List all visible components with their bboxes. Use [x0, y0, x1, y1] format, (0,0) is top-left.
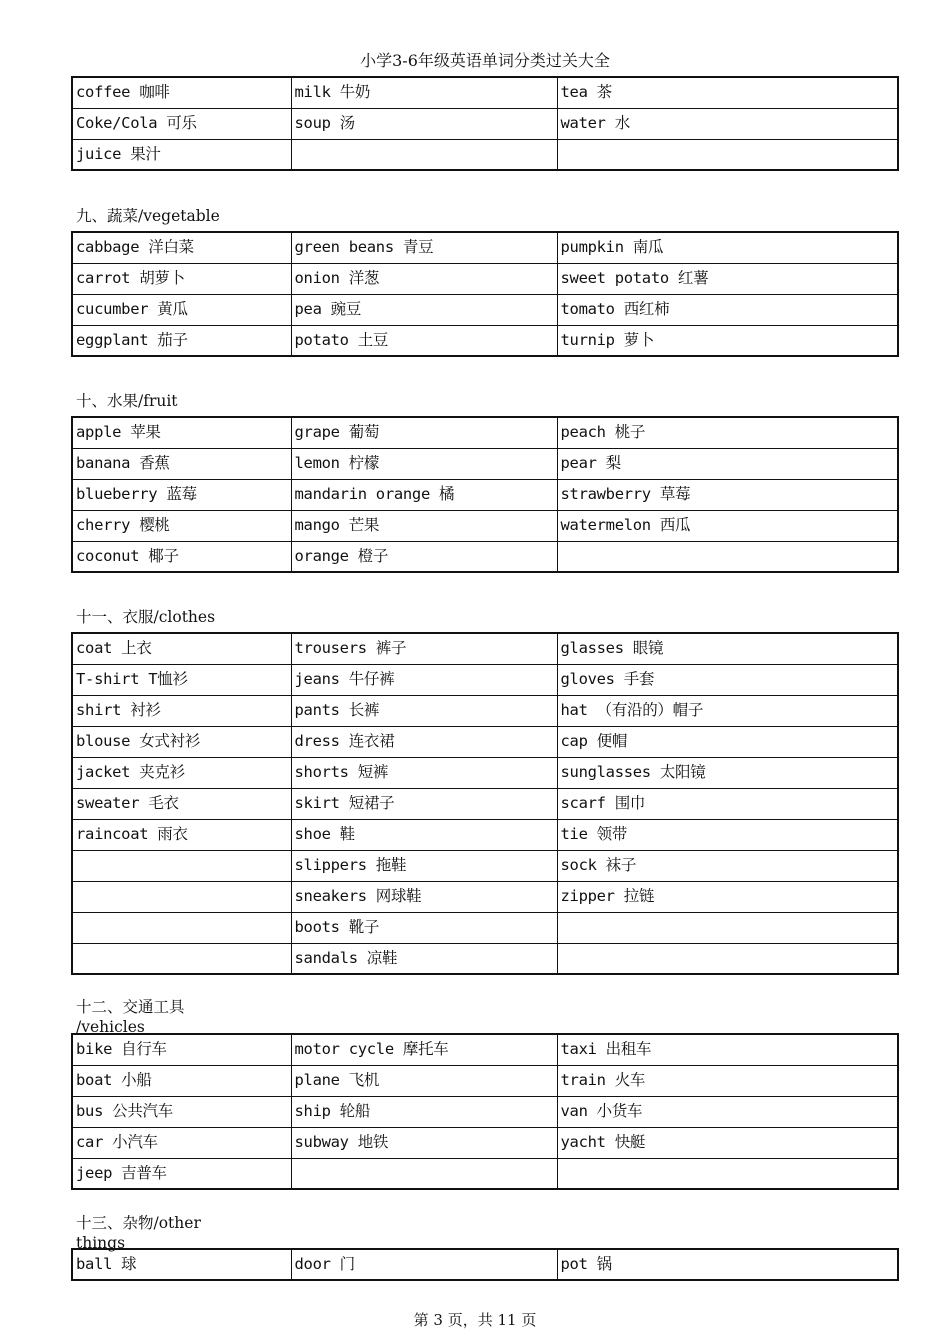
- table-row: [72, 448, 898, 479]
- vocab-cell: carrot 胡萝卜: [72, 263, 291, 294]
- vocab-cell: pot 锅: [557, 1249, 898, 1280]
- section-heading-text: 十三、杂物/other: [76, 1214, 201, 1232]
- table-row: [72, 633, 898, 664]
- section-heading-overflow: things: [76, 1234, 126, 1252]
- section-heading-vehicles: [76, 996, 185, 1036]
- vocab-cell: pumpkin 南瓜: [557, 232, 898, 263]
- vocab-cell: gloves 手套: [557, 664, 898, 695]
- section-heading-text: 十一、衣服/clothes: [76, 608, 216, 626]
- vocab-cell: banana 香蕉: [72, 448, 291, 479]
- table-row: [72, 912, 898, 943]
- vocab-cell: hat （有沿的）帽子: [557, 695, 898, 726]
- table-row: [72, 325, 898, 356]
- page-footer: 第 3 页，共 11 页: [413, 1311, 537, 1329]
- table-row: [72, 1127, 898, 1158]
- vocab-cell: jacket 夹克衫: [72, 757, 291, 788]
- vocab-cell: T-shirt T恤衫: [72, 664, 291, 695]
- vocab-cell: soup 汤: [291, 108, 557, 139]
- vocab-cell: cabbage 洋白菜: [72, 232, 291, 263]
- table-row: [72, 108, 898, 139]
- table-row: [72, 1158, 898, 1189]
- vocab-cell: bus 公共汽车: [72, 1096, 291, 1127]
- vocab-cell: mango 芒果: [291, 510, 557, 541]
- section-heading-text: 十二、交通工具: [76, 998, 185, 1016]
- vocab-cell: [557, 943, 898, 974]
- vocab-cell: raincoat 雨衣: [72, 819, 291, 850]
- vocab-cell: cherry 樱桃: [72, 510, 291, 541]
- table-row: [72, 943, 898, 974]
- table-row: [72, 479, 898, 510]
- vocab-cell: [291, 1158, 557, 1189]
- vocab-cell: [557, 912, 898, 943]
- vocab-cell: taxi 出租车: [557, 1034, 898, 1065]
- vocab-cell: [72, 881, 291, 912]
- vocab-cell: van 小货车: [557, 1096, 898, 1127]
- vocab-cell: pea 豌豆: [291, 294, 557, 325]
- table-row: [72, 726, 898, 757]
- vocab-cell: ship 轮船: [291, 1096, 557, 1127]
- vocab-cell: sunglasses 太阳镜: [557, 757, 898, 788]
- vocab-cell: peach 桃子: [557, 417, 898, 448]
- section-heading-clothes: [76, 606, 215, 628]
- vocab-cell: sandals 凉鞋: [291, 943, 557, 974]
- vocab-cell: tea 茶: [557, 77, 898, 108]
- vocab-cell: apple 苹果: [72, 417, 291, 448]
- vocab-cell: tomato 西红柿: [557, 294, 898, 325]
- vocab-cell: blueberry 蓝莓: [72, 479, 291, 510]
- page-title: 小学3-6年级英语单词分类过关大全: [360, 51, 610, 70]
- vocab-cell: sock 袜子: [557, 850, 898, 881]
- table-row: [72, 1096, 898, 1127]
- vocab-cell: car 小汽车: [72, 1127, 291, 1158]
- vocab-cell: juice 果汁: [72, 139, 291, 170]
- table-row: [72, 77, 898, 108]
- table-row: [72, 139, 898, 170]
- vocab-cell: yacht 快艇: [557, 1127, 898, 1158]
- vocab-cell: shirt 衬衫: [72, 695, 291, 726]
- vocab-cell: boat 小船: [72, 1065, 291, 1096]
- vocab-table-vehicles: [71, 1033, 899, 1190]
- section-heading-text: 十、水果/fruit: [76, 392, 178, 410]
- table-row: [72, 263, 898, 294]
- vocab-cell: pear 梨: [557, 448, 898, 479]
- vocab-cell: boots 靴子: [291, 912, 557, 943]
- vocab-cell: orange 橙子: [291, 541, 557, 572]
- vocab-cell: blouse 女式衬衫: [72, 726, 291, 757]
- vocab-cell: plane 飞机: [291, 1065, 557, 1096]
- vocab-cell: jeep 吉普车: [72, 1158, 291, 1189]
- vocab-cell: slippers 拖鞋: [291, 850, 557, 881]
- vocab-cell: [557, 1158, 898, 1189]
- vocab-cell: [557, 541, 898, 572]
- section-heading-fruit: [76, 390, 178, 412]
- vocab-cell: mandarin orange 橘: [291, 479, 557, 510]
- vocab-cell: dress 连衣裙: [291, 726, 557, 757]
- vocab-cell: coffee 咖啡: [72, 77, 291, 108]
- vocab-cell: lemon 柠檬: [291, 448, 557, 479]
- vocab-cell: milk 牛奶: [291, 77, 557, 108]
- vocab-cell: coat 上衣: [72, 633, 291, 664]
- vocab-cell: cucumber 黄瓜: [72, 294, 291, 325]
- vocab-cell: glasses 眼镜: [557, 633, 898, 664]
- table-row: [72, 788, 898, 819]
- vocab-cell: eggplant 茄子: [72, 325, 291, 356]
- section-heading-vegetable: [76, 205, 220, 227]
- vocab-cell: door 门: [291, 1249, 557, 1280]
- vocab-cell: trousers 裤子: [291, 633, 557, 664]
- table-row: [72, 664, 898, 695]
- vocab-cell: ball 球: [72, 1249, 291, 1280]
- table-row: [72, 819, 898, 850]
- vocab-cell: shoe 鞋: [291, 819, 557, 850]
- vocab-cell: skirt 短裙子: [291, 788, 557, 819]
- vocab-table-clothes: [71, 632, 899, 975]
- vocab-cell: cap 便帽: [557, 726, 898, 757]
- table-row: [72, 510, 898, 541]
- table-row: [72, 294, 898, 325]
- vocab-cell: [72, 943, 291, 974]
- table-row: [72, 541, 898, 572]
- section-heading-overflow: /vehicles: [76, 1018, 145, 1036]
- vocab-cell: zipper 拉链: [557, 881, 898, 912]
- section-heading-text: 九、蔬菜/vegetable: [76, 207, 220, 225]
- vocab-cell: subway 地铁: [291, 1127, 557, 1158]
- vocab-cell: watermelon 西瓜: [557, 510, 898, 541]
- vocab-table-vegetable: [71, 231, 899, 357]
- table-row: [72, 1065, 898, 1096]
- vocab-cell: grape 葡萄: [291, 417, 557, 448]
- table-row: [72, 417, 898, 448]
- vocab-cell: jeans 牛仔裤: [291, 664, 557, 695]
- table-row: [72, 881, 898, 912]
- vocab-cell: shorts 短裤: [291, 757, 557, 788]
- vocab-table-fruit: [71, 416, 899, 573]
- table-row: [72, 850, 898, 881]
- vocab-table-drinks: [71, 76, 899, 171]
- vocab-cell: water 水: [557, 108, 898, 139]
- vocab-cell: potato 土豆: [291, 325, 557, 356]
- vocab-cell: [72, 850, 291, 881]
- vocab-cell: [72, 912, 291, 943]
- vocab-cell: bike 自行车: [72, 1034, 291, 1065]
- vocab-cell: tie 领带: [557, 819, 898, 850]
- table-row: [72, 1249, 898, 1280]
- vocab-cell: strawberry 草莓: [557, 479, 898, 510]
- section-heading-other-things: [76, 1212, 201, 1252]
- vocab-cell: onion 洋葱: [291, 263, 557, 294]
- vocab-cell: green beans 青豆: [291, 232, 557, 263]
- vocab-cell: sneakers 网球鞋: [291, 881, 557, 912]
- vocab-cell: [557, 139, 898, 170]
- vocab-cell: [291, 139, 557, 170]
- vocab-cell: motor cycle 摩托车: [291, 1034, 557, 1065]
- vocab-cell: turnip 萝卜: [557, 325, 898, 356]
- vocab-cell: pants 长裤: [291, 695, 557, 726]
- vocab-cell: coconut 椰子: [72, 541, 291, 572]
- vocab-cell: sweet potato 红薯: [557, 263, 898, 294]
- table-row: [72, 757, 898, 788]
- vocab-cell: Coke/Cola 可乐: [72, 108, 291, 139]
- vocab-cell: train 火车: [557, 1065, 898, 1096]
- vocab-table-other-things: [71, 1248, 899, 1281]
- vocab-cell: sweater 毛衣: [72, 788, 291, 819]
- table-row: [72, 695, 898, 726]
- table-row: [72, 232, 898, 263]
- vocab-cell: scarf 围巾: [557, 788, 898, 819]
- table-row: [72, 1034, 898, 1065]
